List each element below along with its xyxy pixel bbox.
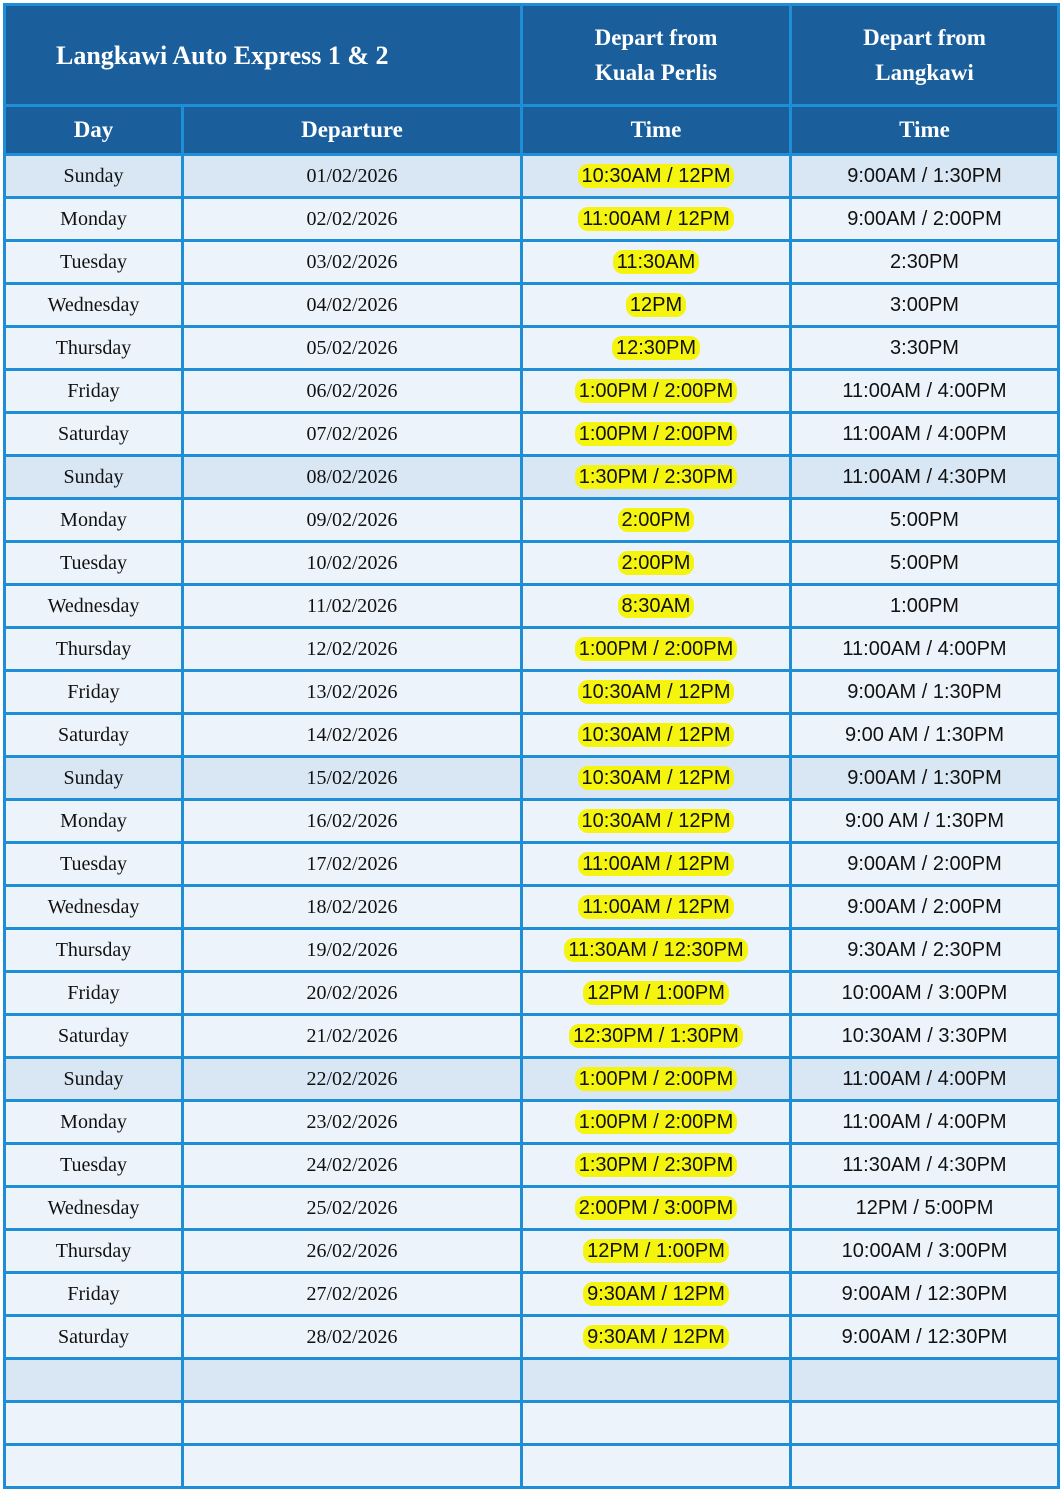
langkawi-time-text: 3:30PM [890, 336, 959, 359]
highlighted-time-text: 1:00PM / 2:00PM [575, 1067, 738, 1091]
kuala-perlis-time-cell [522, 542, 791, 585]
departure-date-cell [183, 456, 522, 499]
highlighted-time-text: 10:30AM / 12PM [578, 164, 735, 188]
kuala-perlis-time-cell [522, 1058, 791, 1101]
day-cell [5, 284, 183, 327]
day-text: Tuesday [59, 250, 128, 273]
highlighted-time-text: 11:00AM / 12PM [578, 895, 733, 919]
departure-date-text: 19/02/2026 [306, 938, 398, 961]
langkawi-time-text: 5:00PM [890, 508, 959, 531]
langkawi-time-text: 11:00AM / 4:00PM [842, 637, 1007, 660]
langkawi-time-cell [791, 714, 1059, 757]
langkawi-time-text: 10:00AM / 3:00PM [841, 981, 1008, 1004]
langkawi-time-cell [791, 1187, 1059, 1230]
kuala-perlis-time-cell [522, 499, 791, 542]
ferry-schedule-table [3, 3, 1060, 1489]
highlighted-time-text: 9:30AM / 12PM [583, 1325, 729, 1349]
day-cell [5, 155, 183, 198]
kuala-perlis-time-cell [522, 456, 791, 499]
day-cell [5, 1445, 183, 1488]
departure-date-text: 10/02/2026 [306, 551, 398, 574]
departure-date-cell [183, 1316, 522, 1359]
langkawi-time-cell [791, 886, 1059, 929]
departure-date-text: 03/02/2026 [306, 250, 398, 273]
departure-date-cell [183, 327, 522, 370]
departure-date-text: 01/02/2026 [306, 164, 398, 187]
table-row [5, 284, 1059, 327]
day-text: Saturday [57, 1024, 130, 1047]
day-cell [5, 1101, 183, 1144]
langkawi-time-text: 9:30AM / 2:30PM [847, 938, 1002, 961]
langkawi-time-text: 9:00AM / 1:30PM [847, 164, 1002, 187]
day-cell [5, 1058, 183, 1101]
departure-date-text: 04/02/2026 [306, 293, 398, 316]
departure-date-text: 13/02/2026 [306, 680, 398, 703]
departure-date-cell [183, 1101, 522, 1144]
kuala-perlis-time-cell [522, 198, 791, 241]
highlighted-time-text: 10:30AM / 12PM [578, 723, 735, 747]
day-text: Wednesday [47, 895, 140, 918]
day-text: Friday [67, 1282, 120, 1305]
table-row [5, 241, 1059, 284]
departure-date-cell [183, 757, 522, 800]
highlighted-time-text: 12:30PM [612, 336, 700, 360]
table-row [5, 1445, 1059, 1488]
day-cell [5, 1144, 183, 1187]
table-row [5, 671, 1059, 714]
langkawi-time-cell [791, 1273, 1059, 1316]
departure-date-cell [183, 1058, 522, 1101]
highlighted-time-text: 12:30PM / 1:30PM [569, 1024, 743, 1048]
kuala-perlis-time-cell [522, 1359, 791, 1402]
departure-date-cell [183, 843, 522, 886]
langkawi-time-cell [791, 929, 1059, 972]
table-row [5, 972, 1059, 1015]
departure-date-text: 02/02/2026 [306, 207, 398, 230]
highlighted-time-text: 11:30AM / 12:30PM [564, 938, 747, 962]
day-text: Monday [60, 809, 127, 832]
table-row [5, 1015, 1059, 1058]
day-cell [5, 499, 183, 542]
table-row [5, 1101, 1059, 1144]
kuala-perlis-time-cell [522, 413, 791, 456]
day-cell [5, 757, 183, 800]
departure-date-cell [183, 1015, 522, 1058]
day-text: Thursday [55, 336, 132, 359]
header-kp-line1: Depart from [594, 25, 718, 50]
highlighted-time-text: 1:30PM / 2:30PM [575, 465, 738, 489]
schedule-container [3, 3, 1057, 1489]
day-cell [5, 1187, 183, 1230]
langkawi-time-cell [791, 757, 1059, 800]
langkawi-time-text: 9:00AM / 12:30PM [841, 1325, 1008, 1348]
kuala-perlis-time-cell [522, 1445, 791, 1488]
departure-date-cell [183, 800, 522, 843]
table-row [5, 843, 1059, 886]
table-row [5, 585, 1059, 628]
langkawi-time-text: 9:00AM / 12:30PM [841, 1282, 1008, 1305]
kuala-perlis-time-cell [522, 327, 791, 370]
langkawi-time-cell [791, 1230, 1059, 1273]
day-cell [5, 1316, 183, 1359]
departure-date-text: 11/02/2026 [306, 594, 398, 617]
day-cell [5, 198, 183, 241]
langkawi-time-cell [791, 1015, 1059, 1058]
departure-date-text: 14/02/2026 [306, 723, 398, 746]
departure-date-text: 24/02/2026 [306, 1153, 398, 1176]
departure-date-text: 22/02/2026 [306, 1067, 398, 1090]
langkawi-time-text: 9:00AM / 2:00PM [847, 207, 1002, 230]
langkawi-time-text: 9:00AM / 1:30PM [847, 766, 1002, 789]
kuala-perlis-time-cell [522, 1187, 791, 1230]
day-text: Friday [67, 379, 120, 402]
day-cell [5, 843, 183, 886]
day-cell [5, 1402, 183, 1445]
departure-date-cell [183, 585, 522, 628]
departure-date-cell [183, 155, 522, 198]
day-text: Tuesday [59, 551, 128, 574]
kuala-perlis-time-cell [522, 714, 791, 757]
table-row [5, 198, 1059, 241]
langkawi-time-text: 10:00AM / 3:00PM [841, 1239, 1008, 1262]
day-text: Monday [60, 508, 127, 531]
kuala-perlis-time-cell [522, 972, 791, 1015]
day-cell [5, 585, 183, 628]
header-time-langkawi: Time [791, 106, 1059, 155]
table-row [5, 1144, 1059, 1187]
day-cell [5, 714, 183, 757]
departure-date-cell [183, 1187, 522, 1230]
langkawi-time-text: 11:30AM / 4:30PM [842, 1153, 1007, 1176]
departure-date-cell [183, 542, 522, 585]
departure-date-text: 20/02/2026 [306, 981, 398, 1004]
header-row-sub [5, 106, 1059, 155]
langkawi-time-cell [791, 456, 1059, 499]
day-text: Friday [67, 981, 120, 1004]
day-text: Monday [60, 1110, 127, 1133]
departure-date-cell [183, 714, 522, 757]
table-row [5, 757, 1059, 800]
highlighted-time-text: 2:00PM [618, 551, 695, 575]
departure-date-text: 12/02/2026 [306, 637, 398, 660]
langkawi-time-cell [791, 1445, 1059, 1488]
langkawi-time-text: 9:00 AM / 1:30PM [845, 809, 1004, 832]
departure-date-text: 08/02/2026 [306, 465, 398, 488]
table-row [5, 1273, 1059, 1316]
table-row [5, 155, 1059, 198]
kuala-perlis-time-cell [522, 671, 791, 714]
departure-date-cell [183, 198, 522, 241]
day-cell [5, 1359, 183, 1402]
highlighted-time-text: 1:00PM / 2:00PM [575, 379, 738, 403]
langkawi-time-text: 9:00AM / 2:00PM [847, 895, 1002, 918]
departure-date-cell [183, 499, 522, 542]
day-cell [5, 929, 183, 972]
kuala-perlis-time-cell [522, 800, 791, 843]
schedule-body [5, 155, 1059, 1488]
kuala-perlis-time-cell [522, 1101, 791, 1144]
departure-date-cell [183, 413, 522, 456]
departure-date-cell [183, 1402, 522, 1445]
departure-date-cell [183, 241, 522, 284]
day-cell [5, 800, 183, 843]
langkawi-time-cell [791, 284, 1059, 327]
langkawi-time-text: 12PM / 5:00PM [855, 1196, 994, 1219]
langkawi-time-text: 11:00AM / 4:00PM [842, 1110, 1007, 1133]
langkawi-time-text: 9:00AM / 2:00PM [847, 852, 1002, 875]
langkawi-time-cell [791, 327, 1059, 370]
langkawi-time-text: 3:00PM [890, 293, 959, 316]
langkawi-time-text: 5:00PM [890, 551, 959, 574]
kuala-perlis-time-cell [522, 628, 791, 671]
langkawi-time-cell [791, 843, 1059, 886]
departure-date-text: 21/02/2026 [306, 1024, 398, 1047]
departure-date-text: 25/02/2026 [306, 1196, 398, 1219]
day-cell [5, 327, 183, 370]
departure-date-cell [183, 370, 522, 413]
day-cell [5, 886, 183, 929]
langkawi-time-cell [791, 1101, 1059, 1144]
departure-date-cell [183, 1359, 522, 1402]
day-cell [5, 456, 183, 499]
table-row [5, 542, 1059, 585]
highlighted-time-text: 1:00PM / 2:00PM [575, 1110, 738, 1134]
departure-date-text: 28/02/2026 [306, 1325, 398, 1348]
header-lgk-line2: Langkawi [875, 60, 974, 85]
table-row [5, 714, 1059, 757]
header-day: Day [5, 106, 183, 155]
langkawi-time-text: 11:00AM / 4:30PM [842, 465, 1007, 488]
kuala-perlis-time-cell [522, 843, 791, 886]
header-depart-kuala-perlis [522, 5, 791, 106]
day-text: Saturday [57, 1325, 130, 1348]
table-row [5, 456, 1059, 499]
day-text: Thursday [55, 1239, 132, 1262]
langkawi-time-cell [791, 542, 1059, 585]
table-row [5, 628, 1059, 671]
day-text: Tuesday [59, 852, 128, 875]
langkawi-time-cell [791, 671, 1059, 714]
kuala-perlis-time-cell [522, 284, 791, 327]
departure-date-cell [183, 671, 522, 714]
day-text: Sunday [63, 1067, 124, 1090]
langkawi-time-text: 2:30PM [890, 250, 959, 273]
table-row [5, 886, 1059, 929]
table-row [5, 800, 1059, 843]
day-cell [5, 370, 183, 413]
kuala-perlis-time-cell [522, 1402, 791, 1445]
langkawi-time-cell [791, 413, 1059, 456]
header-kp-line2: Kuala Perlis [594, 60, 718, 85]
day-text: Wednesday [47, 594, 140, 617]
departure-date-text: 16/02/2026 [306, 809, 398, 832]
kuala-perlis-time-cell [522, 886, 791, 929]
departure-date-text: 09/02/2026 [306, 508, 398, 531]
departure-date-text: 18/02/2026 [306, 895, 398, 918]
kuala-perlis-time-cell [522, 370, 791, 413]
highlighted-time-text: 11:00AM / 12PM [578, 207, 733, 231]
highlighted-time-text: 9:30AM / 12PM [583, 1282, 729, 1306]
table-row [5, 1187, 1059, 1230]
departure-date-text: 26/02/2026 [306, 1239, 398, 1262]
table-row [5, 370, 1059, 413]
langkawi-time-text: 11:00AM / 4:00PM [842, 379, 1007, 402]
header-row-top [5, 5, 1059, 106]
departure-date-cell [183, 886, 522, 929]
header-depart-langkawi [791, 5, 1059, 106]
day-cell [5, 671, 183, 714]
departure-date-cell [183, 1230, 522, 1273]
langkawi-time-cell [791, 585, 1059, 628]
langkawi-time-text: 11:00AM / 4:00PM [842, 422, 1007, 445]
langkawi-time-cell [791, 155, 1059, 198]
kuala-perlis-time-cell [522, 585, 791, 628]
langkawi-time-text: 1:00PM [890, 594, 959, 617]
langkawi-time-cell [791, 370, 1059, 413]
kuala-perlis-time-cell [522, 929, 791, 972]
departure-date-text: 23/02/2026 [306, 1110, 398, 1133]
day-cell [5, 1273, 183, 1316]
langkawi-time-text: 9:00AM / 1:30PM [847, 680, 1002, 703]
day-text: Wednesday [47, 293, 140, 316]
langkawi-time-text: 11:00AM / 4:00PM [842, 1067, 1007, 1090]
langkawi-time-cell [791, 1144, 1059, 1187]
table-row [5, 1316, 1059, 1359]
table-row [5, 413, 1059, 456]
langkawi-time-cell [791, 241, 1059, 284]
highlighted-time-text: 8:30AM [618, 594, 695, 618]
departure-date-text: 17/02/2026 [306, 852, 398, 875]
day-cell [5, 1015, 183, 1058]
departure-date-text: 15/02/2026 [306, 766, 398, 789]
highlighted-time-text: 12PM / 1:00PM [583, 981, 729, 1005]
day-cell [5, 1230, 183, 1273]
departure-date-cell [183, 1144, 522, 1187]
day-cell [5, 628, 183, 671]
highlighted-time-text: 10:30AM / 12PM [578, 809, 735, 833]
langkawi-time-text: 10:30AM / 3:30PM [841, 1024, 1008, 1047]
day-text: Friday [67, 680, 120, 703]
highlighted-time-text: 12PM [626, 293, 686, 317]
table-row [5, 1402, 1059, 1445]
langkawi-time-cell [791, 499, 1059, 542]
table-row [5, 1058, 1059, 1101]
highlighted-time-text: 10:30AM / 12PM [578, 680, 735, 704]
highlighted-time-text: 1:00PM / 2:00PM [575, 422, 738, 446]
table-title: Langkawi Auto Express 1 & 2 [5, 5, 522, 106]
header-time-kuala-perlis: Time [522, 106, 791, 155]
day-text: Tuesday [59, 1153, 128, 1176]
highlighted-time-text: 2:00PM / 3:00PM [575, 1196, 738, 1220]
day-cell [5, 542, 183, 585]
kuala-perlis-time-cell [522, 241, 791, 284]
table-row [5, 1230, 1059, 1273]
highlighted-time-text: 1:00PM / 2:00PM [575, 637, 738, 661]
kuala-perlis-time-cell [522, 757, 791, 800]
day-text: Sunday [63, 164, 124, 187]
kuala-perlis-time-cell [522, 1230, 791, 1273]
departure-date-cell [183, 1273, 522, 1316]
departure-date-cell [183, 628, 522, 671]
langkawi-time-cell [791, 800, 1059, 843]
departure-date-cell [183, 284, 522, 327]
langkawi-time-cell [791, 1402, 1059, 1445]
header-lgk-line1: Depart from [863, 25, 986, 50]
day-cell [5, 972, 183, 1015]
highlighted-time-text: 12PM / 1:00PM [583, 1239, 729, 1263]
kuala-perlis-time-cell [522, 1144, 791, 1187]
langkawi-time-cell [791, 1359, 1059, 1402]
departure-date-cell [183, 972, 522, 1015]
day-text: Saturday [57, 723, 130, 746]
langkawi-time-cell [791, 198, 1059, 241]
highlighted-time-text: 11:00AM / 12PM [578, 852, 733, 876]
highlighted-time-text: 11:30AM [613, 250, 700, 274]
day-text: Monday [60, 207, 127, 230]
day-text: Wednesday [47, 1196, 140, 1219]
day-text: Saturday [57, 422, 130, 445]
langkawi-time-cell [791, 1316, 1059, 1359]
kuala-perlis-time-cell [522, 155, 791, 198]
departure-date-cell [183, 929, 522, 972]
day-text: Thursday [55, 637, 132, 660]
departure-date-text: 05/02/2026 [306, 336, 398, 359]
departure-date-text: 06/02/2026 [306, 379, 398, 402]
day-cell [5, 413, 183, 456]
kuala-perlis-time-cell [522, 1015, 791, 1058]
table-row [5, 929, 1059, 972]
highlighted-time-text: 10:30AM / 12PM [578, 766, 735, 790]
day-text: Sunday [63, 465, 124, 488]
departure-date-text: 27/02/2026 [306, 1282, 398, 1305]
table-row [5, 327, 1059, 370]
departure-date-text: 07/02/2026 [306, 422, 398, 445]
highlighted-time-text: 1:30PM / 2:30PM [575, 1153, 738, 1177]
departure-date-cell [183, 1445, 522, 1488]
header-departure: Departure [183, 106, 522, 155]
langkawi-time-text: 9:00 AM / 1:30PM [845, 723, 1004, 746]
langkawi-time-cell [791, 972, 1059, 1015]
kuala-perlis-time-cell [522, 1316, 791, 1359]
day-text: Sunday [63, 766, 124, 789]
table-row [5, 499, 1059, 542]
langkawi-time-cell [791, 628, 1059, 671]
day-cell [5, 241, 183, 284]
highlighted-time-text: 2:00PM [618, 508, 695, 532]
kuala-perlis-time-cell [522, 1273, 791, 1316]
table-row [5, 1359, 1059, 1402]
day-text: Thursday [55, 938, 132, 961]
langkawi-time-cell [791, 1058, 1059, 1101]
